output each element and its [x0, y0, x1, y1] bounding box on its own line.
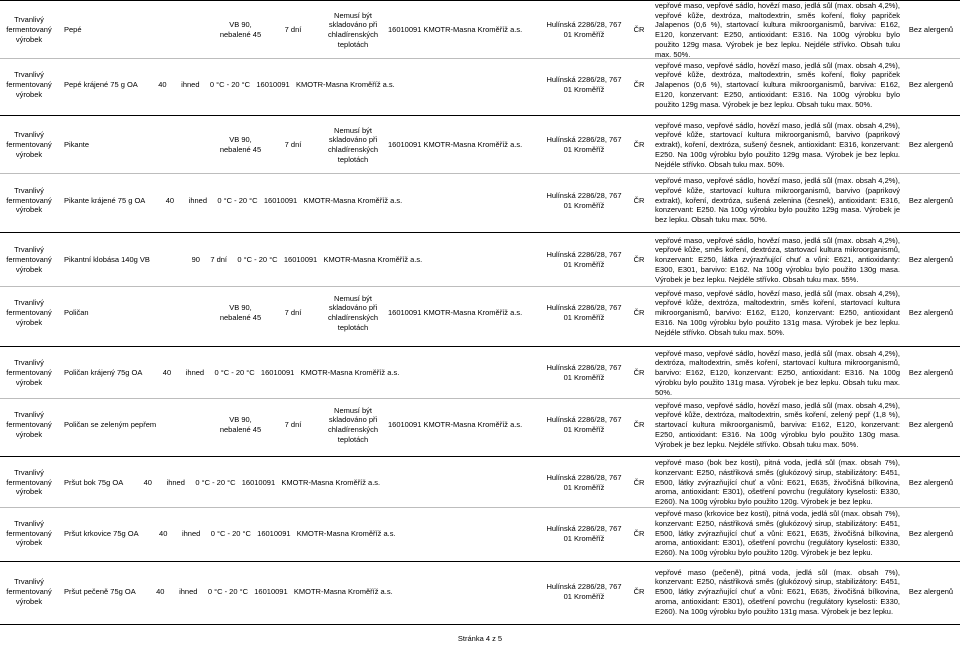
country-cell: ČR: [633, 477, 645, 487]
composition-cell: vepřové maso, vepřové sádlo, hovězí maso, jedlá sůl (max. obsah 4,2%), dextróza, maltodextrin, směs koření, startovací kultura mikroorganismů, barvivo: E162, E120, konzervant: E250, antioxidant: E316. Na 100g výrobku bylo použito 131g masa. Výrobek je bez lepku. Obsah tuku max. 50%.: [655, 348, 900, 397]
product-inline-details: Pršut bok 75g OA 40 ihned 0 °C - 20 °C 16010091 KMOTR-Masna Kroměříž a.s.: [64, 477, 381, 487]
product-inline-details: Pepé krájené 75 g OA 40 ihned 0 °C - 20 °C 16010091 KMOTR-Masna Kroměříž a.s.: [64, 80, 395, 90]
storage-cell: Nemusí být skladováno při chladírenských teplotách: [327, 293, 379, 332]
table-row: [0, 346, 960, 399]
product-inline-details: Pikantní klobása 140g VB 90 7 dní 0 °C - 20 °C 16010091 KMOTR-Masna Kroměříž a.s.: [64, 255, 423, 265]
address-cell: Hulínská 2286/28, 767 01 Kroměříž: [546, 75, 622, 94]
address-cell: Hulínská 2286/28, 767 01 Kroměříž: [546, 190, 622, 210]
product-type-cell: Trvanlivý fermentovaný výrobek: [6, 15, 52, 44]
product-type-cell: Trvanlivý fermentovaný výrobek: [6, 298, 52, 327]
composition-cell: vepřové maso, vepřové sádlo, hovězí maso, jedlá sůl (max. obsah 4,2%), vepřové kůže, směs koření, dextróza, startovací kultura mikroorganismů, konzervant: E250, látka zvýrazňující chuť a vůni: E621, antioxidanty: E300, E301, barvivo: E162. Na 100g výrobku bylo použito 130g masa. Výrobek je bez lepku. Nejdéle střívko. Obsah tuku max. 55%.: [655, 235, 900, 284]
composition-cell: vepřové maso (pečeně), pitná voda, jedlá sůl (max. obsah 7%), konzervant: E250, nástřiková směs (glukózový sirup, stabilizátory: E451, E500, látky zvýrazňující chuť a vůni: E621, E635, živočišná bílkovina, aroma, antioxidant: E301), ošetření povrchu (regulátory kyselosti: E330, E260). Na 100g výrobku bylo použito 131g masa. Výrobek je bez lepku.: [655, 567, 900, 616]
address-cell: Hulínská 2286/28, 767 01 Kroměříž: [546, 363, 622, 382]
table-row: [0, 232, 960, 287]
product-inline-details: Pršut krkovice 75g OA 40 ihned 0 °C - 20 °C 16010091 KMOTR-Masna Kroměříž a.s.: [64, 528, 396, 538]
address-cell: Hulínská 2286/28, 767 01 Kroměříž: [546, 303, 622, 322]
address-cell: Hulínská 2286/28, 767 01 Kroměříž: [546, 523, 622, 543]
page-footer: Stránka 4 z 5: [457, 634, 503, 643]
shelf-life-cell: 7 dní: [284, 140, 302, 150]
table-row: [0, 58, 960, 111]
allergens-cell: Bez alergenů: [908, 140, 954, 150]
storage-cell: Nemusí být skladováno při chladírenských teplotách: [327, 125, 379, 164]
country-cell: ČR: [633, 587, 645, 597]
packaging-cell: VB 90, nebalené 45: [219, 415, 262, 434]
product-type-cell: Trvanlivý fermentovaný výrobek: [6, 518, 52, 548]
table-row: [0, 286, 960, 339]
product-name-cell: Pepé: [64, 25, 82, 35]
country-cell: ČR: [633, 420, 645, 430]
footer-divider: [0, 624, 960, 625]
address-cell: Hulínská 2286/28, 767 01 Kroměříž: [546, 472, 622, 492]
composition-cell: vepřové maso, vepřové sádlo, hovězí maso, jedlá sůl (max. obsah 4,2%), vepřové kůže, startovací kultura mikroorganismů, barvivo (paprikový extrakt), koření, dextróza, sušená zelenina (česnek), antioxidant: E316, konzervant: E250. Na 100g výrobku bylo použito 129g masa. Výrobek je bez lepku. Obsah tuku max. 50%.: [655, 176, 900, 225]
product-name-cell: Poličan se zeleným pepřem: [64, 420, 157, 430]
shelf-life-cell: 7 dní: [284, 308, 302, 318]
packaging-cell: VB 90, nebalené 45: [219, 303, 262, 322]
composition-cell: vepřové maso, vepřové sádlo, hovězí maso, jedlá sůl (max. obsah 4,2%), vepřové kůže, startovací kultura mikroorganismů, barvivo (paprikový extrakt), koření, dextróza, sušený česnek, antioxidant: E316, konzervant: E250. Na 100g výrobku bylo použito 129g masa. Výrobek je bez lepku. Nejdéle střívko. Obsah tuku max. 50%.: [655, 120, 900, 169]
packaging-cell: VB 90, nebalené 45: [219, 20, 262, 39]
storage-cell: Nemusí být skladováno při chladírenských teplotách: [327, 405, 379, 444]
country-cell: ČR: [633, 195, 645, 205]
table-row: [0, 115, 960, 174]
allergens-cell: Bez alergenů: [908, 25, 954, 35]
product-type-cell: Trvanlivý fermentovaný výrobek: [6, 130, 52, 159]
allergens-cell: Bez alergenů: [908, 528, 954, 538]
allergens-cell: Bez alergenů: [908, 255, 954, 265]
product-inline-details: Pršut pečeně 75g OA 40 ihned 0 °C - 20 °C 16010091 KMOTR-Masna Kroměříž a.s.: [64, 587, 393, 597]
country-cell: ČR: [633, 368, 645, 378]
composition-cell: vepřové maso (krkovice bez kosti), pitná voda, jedlá sůl (max. obsah 7%), konzervant: E250, nástřiková směs (glukózový sirup, stabilizátory: E451, E500, látky zvýrazňující chuť a vůni: E621, E635, živočišná bílkovina, aroma, antioxidant: E301), ošetření povrchu (regulátory kyselosti: E330, E260). Na 100g výrobku bylo použito 120g. Výrobek je bez lepku.: [655, 509, 900, 558]
allergens-cell: Bez alergenů: [908, 587, 954, 597]
shelf-life-cell: 7 dní: [284, 420, 302, 430]
allergens-cell: Bez alergenů: [908, 420, 954, 430]
product-type-cell: Trvanlivý fermentovaný výrobek: [6, 410, 52, 439]
manufacturer-code-cell: 16010091 KMOTR-Masna Kroměříž a.s.: [388, 308, 523, 318]
composition-cell: vepřové maso (bok bez kosti), pitná voda, jedlá sůl (max. obsah 7%), konzervant: E250, nástřiková směs (glukózový sirup, stabilizátory: E451, E500, látky zvýrazňující chuť a vůni: E621, E635, živočišná bílkovina, aroma, antioxidant: E301), ošetření povrchu (regulátory kyselosti: E330, E260). Na 100g výrobku bylo použito 120g. Výrobek je bez lepku.: [655, 458, 900, 507]
table-row: [0, 507, 960, 559]
table-row: [0, 173, 960, 227]
product-type-cell: Trvanlivý fermentovaný výrobek: [6, 467, 52, 497]
country-cell: ČR: [633, 308, 645, 318]
allergens-cell: Bez alergenů: [908, 308, 954, 318]
manufacturer-code-cell: 16010091 KMOTR-Masna Kroměříž a.s.: [388, 420, 523, 430]
composition-cell: vepřové maso, vepřové sádlo, hovězí maso, jedlá sůl (max. obsah 4,2%), vepřové kůže, dextróza, maltodextrin, směs koření, floky papriček Jalapenos (0,6 %), startovací kultura mikroorganismů, barviva: E162, E120, konzervant: E250, antioxidant: E316. Na 100g výrobku bylo použito 129g masa. Výrobek je bez lepku. Obsah tuku max. 50%.: [655, 60, 900, 109]
allergens-cell: Bez alergenů: [908, 477, 954, 487]
product-type-cell: Trvanlivý fermentovaný výrobek: [6, 358, 52, 387]
product-type-cell: Trvanlivý fermentovaný výrobek: [6, 577, 52, 606]
allergens-cell: Bez alergenů: [908, 195, 954, 205]
composition-cell: vepřové maso, vepřové sádlo, hovězí maso, jedlá sůl (max. obsah 4,2%), vepřové kůže, dextróza, maltodextrin, směs koření, startovací kultura mikroorganismů, barvivo: E162, E120, konzervant: E250, antioxidant E316. Na 100g výrobku bylo použito 131g masa. Výrobek je bez lepku. Nejdéle střívko. Obsah tuku max. 50%.: [655, 288, 900, 337]
product-inline-details: Poličan krájený 75g OA 40 ihned 0 °C - 20 °C 16010091 KMOTR-Masna Kroměříž a.s.: [64, 368, 400, 378]
table-row: [0, 561, 960, 622]
manufacturer-code-cell: 16010091 KMOTR-Masna Kroměříž a.s.: [388, 140, 523, 150]
product-name-cell: Poličan: [64, 308, 89, 318]
country-cell: ČR: [633, 80, 645, 90]
address-cell: Hulínská 2286/28, 767 01 Kroměříž: [546, 250, 622, 269]
country-cell: ČR: [633, 25, 645, 35]
allergens-cell: Bez alergenů: [908, 80, 954, 90]
storage-cell: Nemusí být skladováno při chladírenských teplotách: [327, 10, 379, 49]
manufacturer-code-cell: 16010091 KMOTR-Masna Kroměříž a.s.: [388, 25, 523, 35]
address-cell: Hulínská 2286/28, 767 01 Kroměříž: [546, 20, 622, 39]
address-cell: Hulínská 2286/28, 767 01 Kroměříž: [546, 135, 622, 154]
table-row: [0, 0, 960, 59]
country-cell: ČR: [633, 140, 645, 150]
table-row: [0, 398, 960, 451]
packaging-cell: VB 90, nebalené 45: [219, 135, 262, 154]
product-type-cell: Trvanlivý fermentovaný výrobek: [6, 70, 52, 99]
product-inline-details: Pikante krájené 75 g OA 40 ihned 0 °C - 20 °C 16010091 KMOTR-Masna Kroměříž a.s.: [64, 195, 403, 205]
allergens-cell: Bez alergenů: [908, 368, 954, 378]
composition-cell: vepřové maso, vepřové sádlo, hovězí maso, jedlá sůl (max. obsah 4,2%), vepřové kůže, dextróza, maltodextrin, směs koření, zelený pepř (1,8 %), startovací kultura mikroorganismů, barviva: E162, E120, konzervant: E250, antioxidant: E316. Na 100g výrobku bylo použito 130g masa. Výrobek je bez lepku. Nejdéle střívko. Obsah tuku max. 50%.: [655, 400, 900, 449]
table-row: [0, 456, 960, 508]
product-name-cell: Pikante: [64, 140, 90, 150]
shelf-life-cell: 7 dní: [284, 25, 302, 35]
country-cell: ČR: [633, 255, 645, 265]
composition-cell: vepřové maso, vepřové sádlo, hovězí maso, jedlá sůl (max. obsah 4,2%), vepřové kůže, dextróza, maltodextrin, směs koření, floky papriček Jalapenos (0,6 %), startovací kultura mikroorganismů, barviva: E162, E120, konzervant: E250, antioxidant: E316. Na 100g výrobku bylo použito 129g masa. Výrobek je bez lepku. Nejdéle střívko. Obsah tuku max. 50%.: [655, 0, 900, 59]
product-type-cell: Trvanlivý fermentovaný výrobek: [6, 185, 52, 215]
address-cell: Hulínská 2286/28, 767 01 Kroměříž: [546, 582, 622, 601]
address-cell: Hulínská 2286/28, 767 01 Kroměříž: [546, 415, 622, 434]
country-cell: ČR: [633, 528, 645, 538]
product-type-cell: Trvanlivý fermentovaný výrobek: [6, 245, 52, 274]
